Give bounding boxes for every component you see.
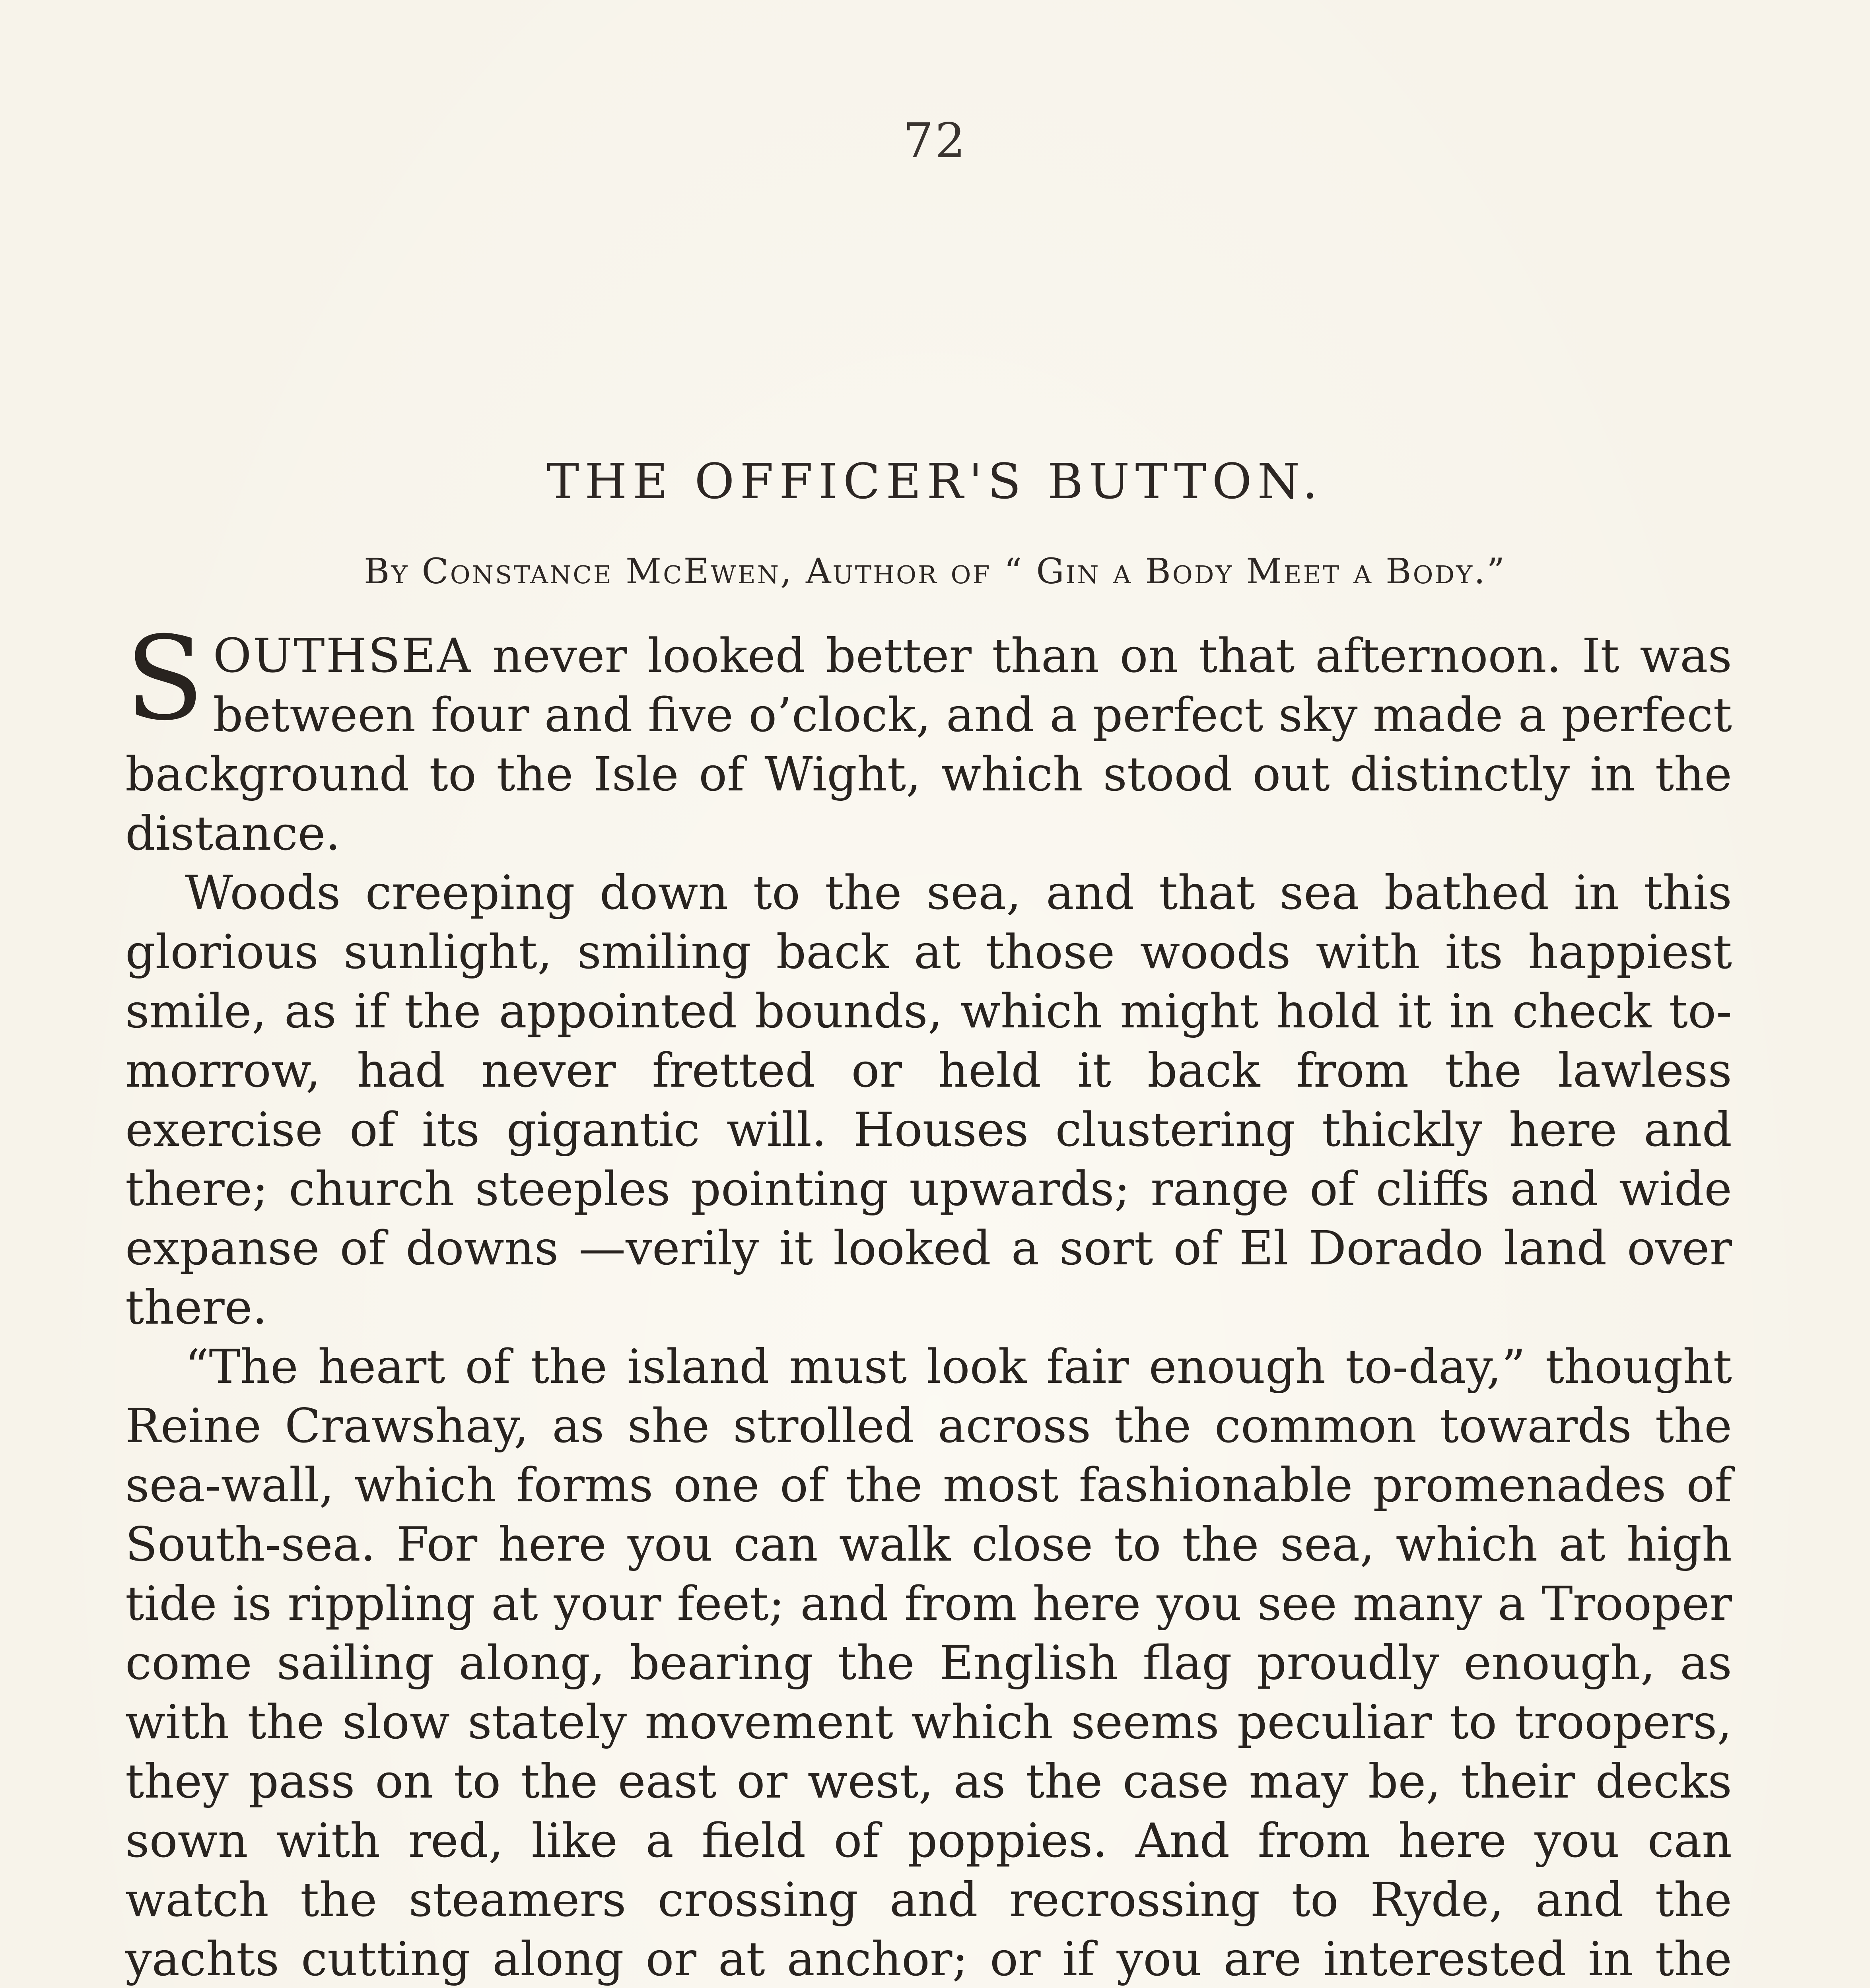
drop-cap: S <box>125 612 204 746</box>
paragraph: Woods creeping down to the sea, and that sea bathed in this glorious sunlight, smiling back at those woods with its happiest smile, as if the appointed bounds, which might hold it in check to-morrow, had never fretted or held it back from the lawless exercise of its gigantic will. Houses clustering thickly here and there; church steeples pointing upwards; range of cliffs and wide expanse of downs —verily it looked a sort of El Dorado land over there. <box>125 865 1732 1335</box>
page-number: 72 <box>903 113 967 169</box>
article-byline: By Constance McEwen, Author of “ Gin a Body Meet a Body.” <box>364 551 1506 592</box>
article-body <box>125 612 1732 1988</box>
article-title: THE OFFICER'S BUTTON. <box>546 453 1324 510</box>
paragraph-text: never looked better than on that afternoon. It was between four and five o’clock, and a perfect sky made a perfect background to the Isle of Wight, which stood out distinctly in the distance. <box>125 628 1732 861</box>
paragraph: “The heart of the island must look fair enough to-day,” thought Reine Crawshay, as she strolled across the common towards the sea-wall, which forms one of the most fashionable promenades of South-sea. For here you can walk close to the sea, which at high tide is rippling at your feet; and from here you see many a Trooper come sailing along, bearing the English flag proudly enough, as with the slow stately movement which seems peculiar to troopers, they pass on to the east or west, as the case may be, their decks sown with red, like a field of poppies. And from here you can watch the steamers crossing and recrossing to Ryde, and the yachts cutting along or at anchor; or if you are interested in the <box>125 1339 1732 1986</box>
opening-word: OUTHSEA <box>213 628 472 683</box>
paragraph <box>125 612 1732 863</box>
